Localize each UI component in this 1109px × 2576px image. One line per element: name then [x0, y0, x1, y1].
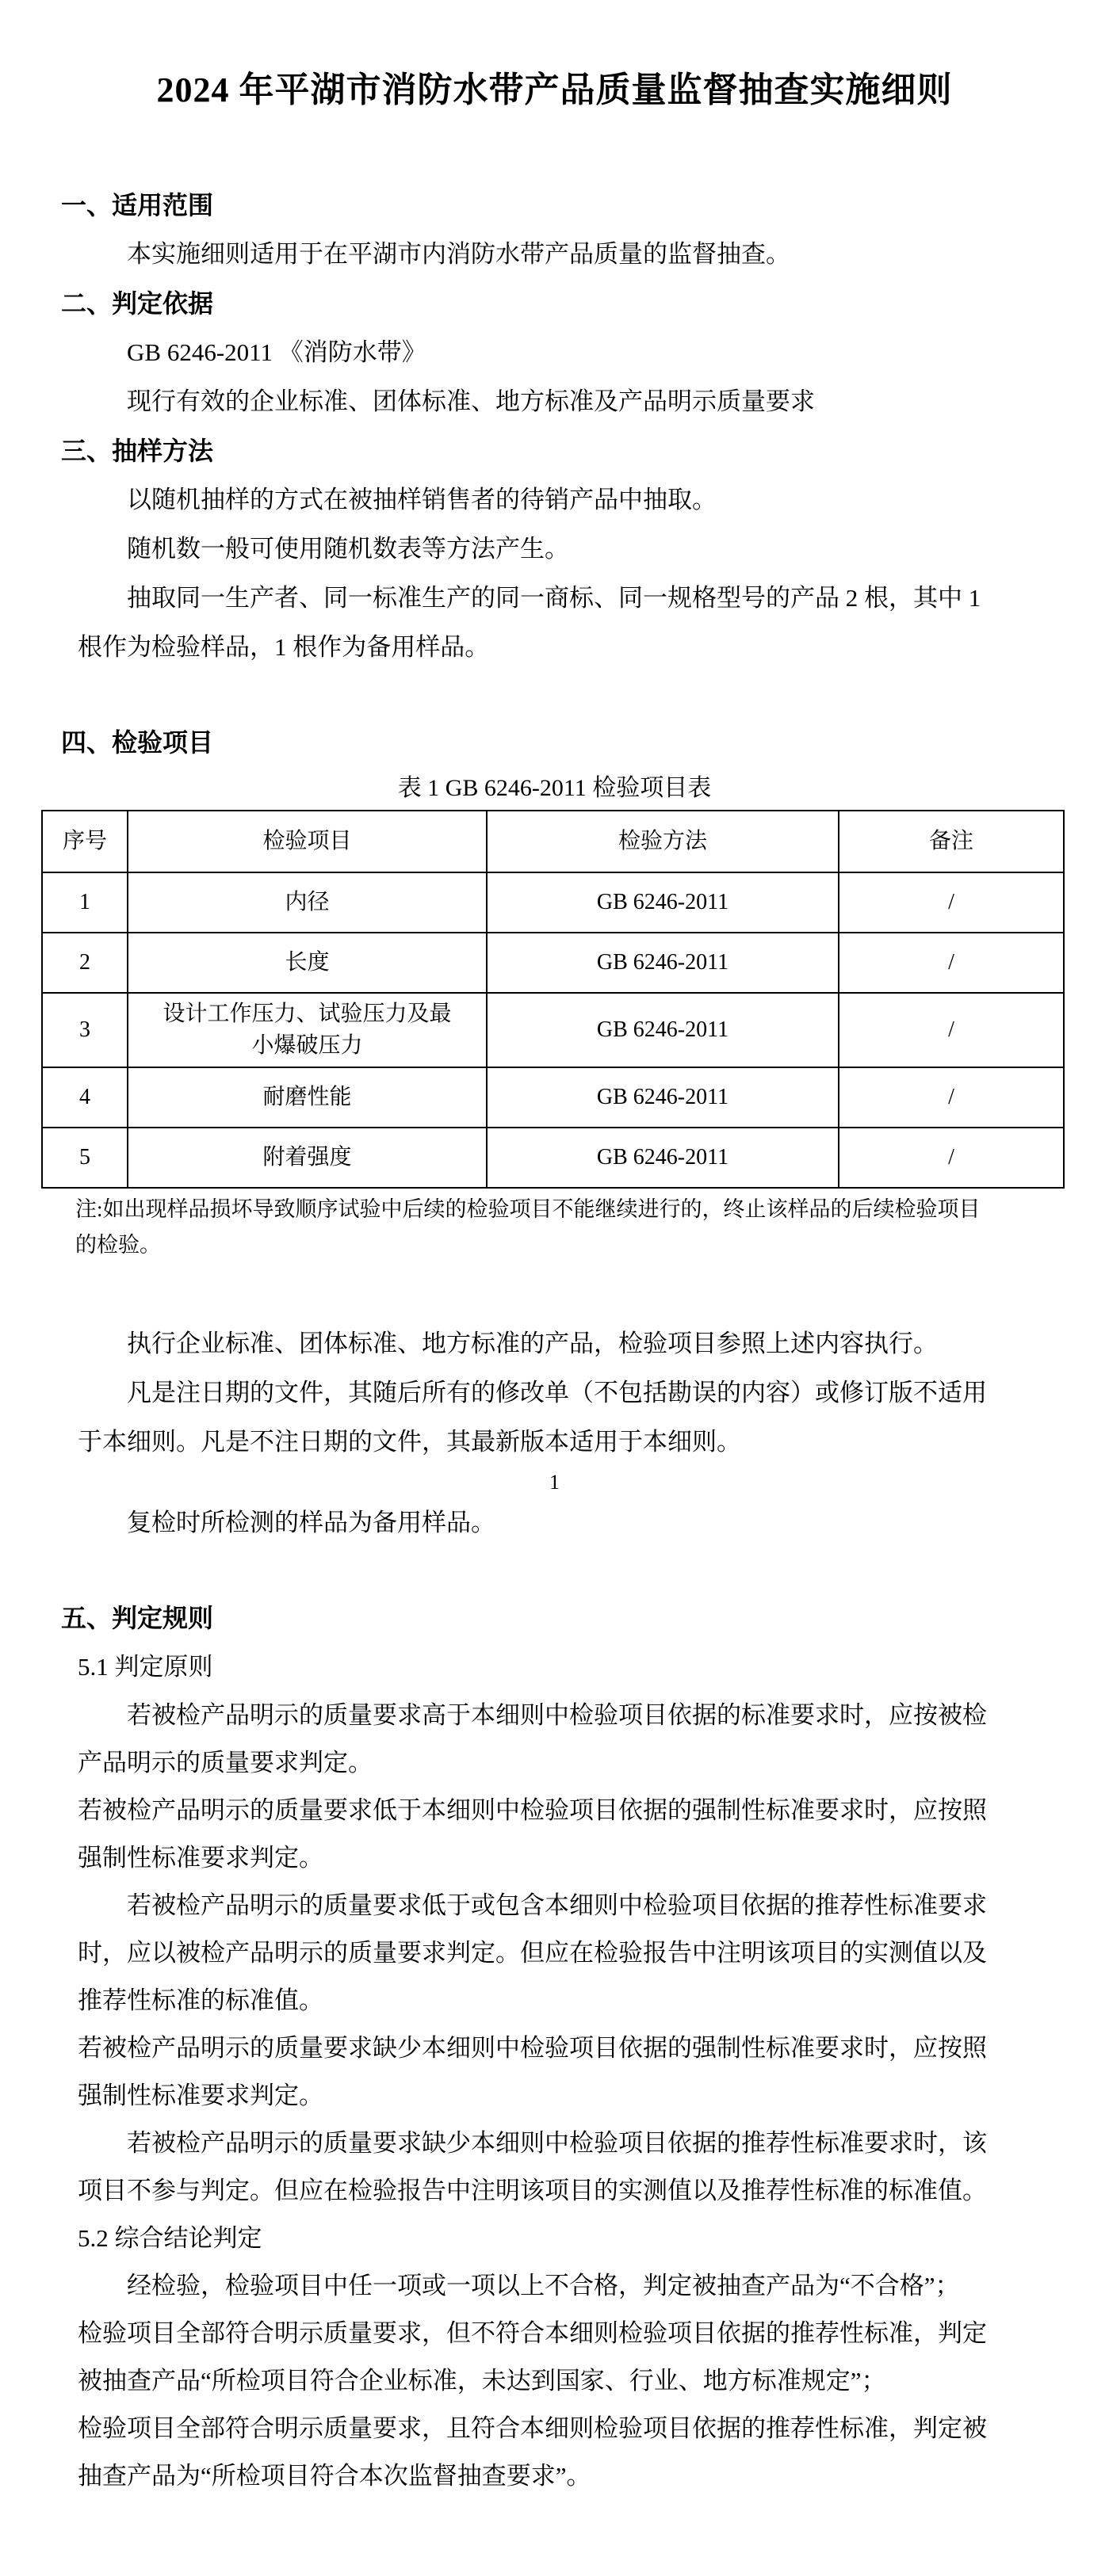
- text-line: GB 6246-2011 《消防水带》: [127, 338, 426, 366]
- cell-remark: /: [839, 1067, 1064, 1128]
- text-line: 抽查产品为“所检项目符合本次监督抽查要求”。: [78, 2462, 591, 2490]
- cell-method: GB 6246-2011: [487, 933, 839, 993]
- subsection-heading-5-2: 5.2 综合结论判定: [78, 2224, 262, 2252]
- cell-no: 2: [42, 933, 128, 993]
- table-note-line-2: 的检验。: [75, 1233, 161, 1257]
- cell-remark: /: [839, 872, 1064, 933]
- text-line: 执行企业标准、团体标准、地方标准的产品，检验项目参照上述内容执行。: [127, 1330, 938, 1357]
- text-line: 若被检产品明示的质量要求高于本细则中检验项目依据的标准要求时，应按被检: [127, 1701, 987, 1729]
- text-line: 凡是注日期的文件，其随后所有的修改单（不包括勘误的内容）或修订版不适用: [127, 1379, 987, 1406]
- section-heading-1: 一、适用范围: [61, 191, 214, 219]
- cell-item: 设计工作压力、试验压力及最小爆破压力: [128, 993, 487, 1067]
- cell-method: GB 6246-2011: [487, 872, 839, 933]
- table-header-item: 检验项目: [128, 811, 487, 872]
- text-line: 以随机抽样的方式在被抽样销售者的待销产品中抽取。: [127, 486, 717, 513]
- page-number: 1: [549, 1471, 560, 1494]
- inspection-items-table: [41, 810, 1065, 1189]
- table-header-method: 检验方法: [487, 811, 839, 872]
- cell-method: GB 6246-2011: [487, 993, 839, 1067]
- cell-no: 3: [42, 993, 128, 1067]
- section-heading-3: 三、抽样方法: [61, 437, 214, 465]
- text-line: 本实施细则适用于在平湖市内消防水带产品质量的监督抽查。: [127, 240, 790, 268]
- table-row-4: [42, 1067, 1064, 1128]
- cell-method: GB 6246-2011: [487, 1067, 839, 1128]
- table-header-row: [42, 811, 1064, 872]
- text-line: 推荐性标准的标准值。: [78, 1986, 323, 2014]
- subsection-heading-5-1: 5.1 判定原则: [78, 1653, 213, 1681]
- cell-remark: /: [839, 993, 1064, 1067]
- cell-item: 内径: [128, 872, 487, 933]
- section-heading-4: 四、检验项目: [61, 728, 214, 757]
- document-title: 2024 年平湖市消防水带产品质量监督抽查实施细则: [156, 71, 953, 109]
- section-heading-2: 二、判定依据: [61, 289, 214, 318]
- text-line: 强制性标准要求判定。: [78, 1844, 323, 1872]
- cell-item: 附着强度: [128, 1128, 487, 1188]
- table-row-3: [42, 993, 1064, 1067]
- text-line: 根作为检验样品，1 根作为备用样品。: [78, 633, 490, 661]
- text-line: 抽取同一生产者、同一标准生产的同一商标、同一规格型号的产品 2 根，其中 1: [127, 584, 981, 612]
- text-line: 检验项目全部符合明示质量要求，但不符合本细则检验项目依据的推荐性标准，判定: [78, 2319, 987, 2347]
- table-row-1: [42, 872, 1064, 933]
- text-line: 项目不参与判定。但应在检验报告中注明该项目的实测值以及推荐性标准的标准值。: [78, 2177, 987, 2204]
- cell-remark: /: [839, 933, 1064, 993]
- text-line: 随机数一般可使用随机数表等方法产生。: [127, 535, 569, 563]
- text-line: 时，应以被检产品明示的质量要求判定。但应在检验报告中注明该项目的实测值以及: [78, 1939, 987, 1967]
- text-line: 现行有效的企业标准、团体标准、地方标准及产品明示质量要求: [127, 387, 815, 415]
- text-line: 经检验，检验项目中任一项或一项以上不合格，判定被抽查产品为“不合格”；: [127, 2272, 960, 2299]
- cell-remark: /: [839, 1128, 1064, 1188]
- table-note-line-1: 注:如出现样品损坏导致顺序试验中后续的检验项目不能继续进行的，终止该样品的后续检验项目: [75, 1197, 981, 1221]
- text-line: 若被检产品明示的质量要求缺少本细则中检验项目依据的推荐性标准要求时，该: [127, 2129, 987, 2157]
- section-heading-5: 五、判定规则: [61, 1604, 214, 1632]
- text-line: 若被检产品明示的质量要求低于或包含本细则中检验项目依据的推荐性标准要求: [127, 1891, 987, 1919]
- text-line: 被抽查产品“所检项目符合企业标准，未达到国家、行业、地方标准规定”；: [78, 2367, 886, 2395]
- text-line: 若被检产品明示的质量要求缺少本细则中检验项目依据的强制性标准要求时，应按照: [78, 2034, 987, 2062]
- text-line: 复检时所检测的样品为备用样品。: [127, 1509, 495, 1536]
- text-line: 强制性标准要求判定。: [78, 2082, 323, 2109]
- cell-item: 长度: [128, 933, 487, 993]
- text-line: 产品明示的质量要求判定。: [78, 1749, 373, 1776]
- text-line: 若被检产品明示的质量要求低于本细则中检验项目依据的强制性标准要求时，应按照: [78, 1796, 987, 1824]
- cell-method: GB 6246-2011: [487, 1128, 839, 1188]
- cell-no: 1: [42, 872, 128, 933]
- table-header-remark: 备注: [839, 811, 1064, 872]
- text-line: 于本细则。凡是不注日期的文件，其最新版本适用于本细则。: [78, 1428, 741, 1456]
- cell-no: 5: [42, 1128, 128, 1188]
- cell-no: 4: [42, 1067, 128, 1128]
- table-row-5: [42, 1128, 1064, 1188]
- cell-item: 耐磨性能: [128, 1067, 487, 1128]
- table-row-2: [42, 933, 1064, 993]
- text-line: 检验项目全部符合明示质量要求，且符合本细则检验项目依据的推荐性标准，判定被: [78, 2414, 987, 2442]
- table-caption: 表 1 GB 6246-2011 检验项目表: [397, 775, 712, 801]
- table-header-no: 序号: [42, 811, 128, 872]
